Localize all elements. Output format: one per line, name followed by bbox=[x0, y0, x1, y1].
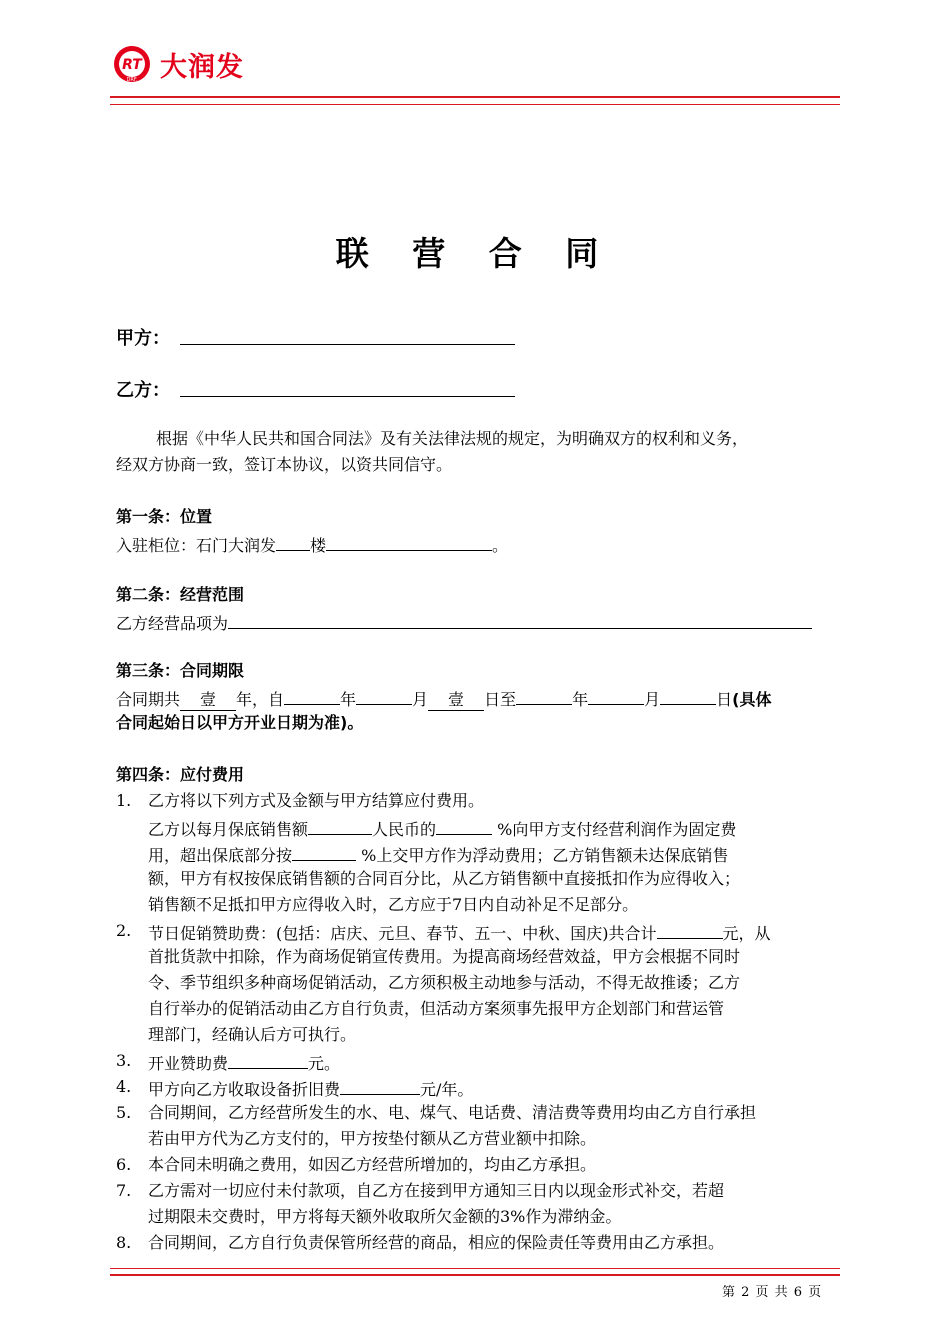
article-1-text-a: 入驻柜位：石门大润发 bbox=[116, 536, 277, 555]
item-4-line bbox=[148, 1074, 838, 1103]
article-1-text-c: 。 bbox=[492, 536, 509, 555]
opening-fee-blank bbox=[228, 1048, 308, 1069]
min-sales-blank bbox=[308, 814, 372, 835]
end-month-blank bbox=[588, 684, 644, 705]
holiday-fee-blank bbox=[657, 918, 723, 939]
article-1-heading: 第一条：位置 bbox=[116, 507, 213, 526]
floor-blank bbox=[276, 530, 310, 551]
item-3-line bbox=[148, 1048, 838, 1077]
term-note-a: (具体 bbox=[732, 690, 772, 709]
footer-rule-bottom bbox=[110, 1274, 840, 1276]
item-3-number: 3. bbox=[116, 1051, 132, 1070]
start-month-blank bbox=[356, 684, 412, 705]
page-number: 第 2 页 共 6 页 bbox=[722, 1285, 823, 1300]
depreciation-fee-blank bbox=[340, 1074, 420, 1095]
item-1-line-2b: 人民币的 bbox=[372, 820, 437, 839]
item-4-number: 4. bbox=[116, 1077, 132, 1096]
term-month-2: 月 bbox=[644, 690, 661, 709]
item-1-line-2a: 乙方以每月保底销售额 bbox=[148, 820, 309, 839]
item-2-number: 2. bbox=[116, 921, 132, 940]
item-2-line-4: 自行举办的促销活动由乙方自行负责，但活动方案须事先报甲方企划部门和营运管 bbox=[148, 999, 725, 1018]
article-2-heading: 第二条：经营范围 bbox=[116, 585, 245, 604]
item-8-line-1: 合同期间，乙方自行负责保管所经营的商品，相应的保险责任等费用由乙方承担。 bbox=[148, 1233, 725, 1252]
item-1-line-4: 额，甲方有权按保底销售额的合同百分比，从乙方销售额中直接抵扣作为应得收入； bbox=[148, 869, 741, 888]
item-1-line-3b: %上交甲方作为浮动费用；乙方销售额未达保底销售 bbox=[361, 846, 729, 865]
article-3-body bbox=[116, 684, 836, 713]
party-a-label: 甲方： bbox=[116, 328, 170, 349]
article-2-body bbox=[116, 608, 836, 637]
end-day-blank bbox=[660, 684, 716, 705]
start-year-blank bbox=[284, 684, 340, 705]
item-1-line-3 bbox=[148, 840, 838, 869]
category-blank bbox=[228, 608, 812, 629]
logo-mark-letters: RT bbox=[122, 57, 142, 73]
article-1-text-b: 楼 bbox=[310, 536, 327, 555]
item-1-line-2 bbox=[148, 814, 838, 843]
item-2-line-1b: 元，从 bbox=[722, 924, 771, 943]
term-year-2: 年 bbox=[572, 690, 589, 709]
item-7-line-2: 过期限未交费时，甲方将每天额外收取所欠金额的3%作为滞纳金。 bbox=[148, 1207, 622, 1226]
term-day-1: 日至 bbox=[484, 690, 517, 709]
term-years-value: 壹 bbox=[180, 690, 236, 711]
item-2-line-2: 首批货款中扣除，作为商场促销宣传费用。为提高商场经营效益，甲方会根据不同时 bbox=[148, 947, 741, 966]
item-3-text-b: 元。 bbox=[308, 1054, 341, 1073]
logo-mark-sub: DRF. bbox=[126, 77, 138, 83]
term-text-1: 合同期共 bbox=[116, 690, 181, 709]
item-1-line-3a: 用，超出保底部分按 bbox=[148, 846, 293, 865]
item-4-text-b: 元/年。 bbox=[420, 1080, 474, 1099]
item-2-line-1 bbox=[148, 918, 838, 947]
item-3-text-a: 开业赞助费 bbox=[148, 1054, 229, 1073]
party-b-blank bbox=[180, 396, 515, 397]
term-day-2: 日 bbox=[716, 690, 733, 709]
item-2-line-5: 理部门，经确认后方可执行。 bbox=[148, 1025, 357, 1044]
item-2-line-3: 令、季节组织多种商场促销活动，乙方须积极主动地参与活动，不得无故推诿；乙方 bbox=[148, 973, 741, 992]
item-4-text-a: 甲方向乙方收取设备折旧费 bbox=[148, 1080, 341, 1099]
article-1-body bbox=[116, 530, 836, 559]
item-5-line-2: 若由甲方代为乙方支付的，甲方按垫付额从乙方营业额中扣除。 bbox=[148, 1129, 597, 1148]
item-1-number: 1. bbox=[116, 791, 132, 810]
item-6-number: 6. bbox=[116, 1155, 132, 1174]
preamble-line-2: 经双方协商一致，签订本协议，以资共同信守。 bbox=[116, 455, 453, 474]
item-7-number: 7. bbox=[116, 1181, 132, 1200]
preamble-line-1: 根据《中华人民共和国合同法》及有关法律法规的规定，为明确双方的权利和义务， bbox=[156, 429, 749, 448]
term-note-b: 合同起始日以甲方开业日期为准)。 bbox=[116, 713, 364, 732]
term-text-2: 年，自 bbox=[236, 690, 285, 709]
article-3-heading: 第三条：合同期限 bbox=[116, 661, 245, 680]
item-5-line-1: 合同期间，乙方经营所发生的水、电、煤气、电话费、清洁费等费用均由乙方自行承担 bbox=[148, 1103, 757, 1122]
start-day-value: 壹 bbox=[428, 690, 484, 711]
item-7-line-1: 乙方需对一切应付未付款项，自乙方在接到甲方通知三日内以现金形式补交，若超 bbox=[148, 1181, 725, 1200]
item-1-line-1: 乙方将以下列方式及金额与甲方结算应付费用。 bbox=[148, 791, 485, 810]
item-8-number: 8. bbox=[116, 1233, 132, 1252]
item-1-line-2c: %向甲方支付经营利润作为固定费 bbox=[497, 820, 737, 839]
item-6-line-1: 本合同未明确之费用，如因乙方经营所增加的，均由乙方承担。 bbox=[148, 1155, 597, 1174]
article-2-text: 乙方经营品项为 bbox=[116, 614, 229, 633]
floating-rate-blank bbox=[292, 840, 356, 861]
document-title: 联 营 合 同 bbox=[335, 234, 615, 273]
header-rule-top bbox=[110, 96, 840, 98]
item-2-line-1a: 节日促销赞助费：(包括：店庆、元旦、春节、五一、中秋、国庆)共合计 bbox=[148, 924, 657, 943]
item-1-line-5: 销售额不足抵扣甲方应得收入时，乙方应于7日内自动补足不足部分。 bbox=[148, 895, 639, 914]
brand-logo bbox=[112, 44, 244, 84]
item-5-number: 5. bbox=[116, 1103, 132, 1122]
logo-text: 大润发 bbox=[160, 51, 244, 83]
term-year-1: 年 bbox=[340, 690, 357, 709]
fixed-rate-blank bbox=[436, 814, 492, 835]
end-year-blank bbox=[516, 684, 572, 705]
header-rule-bottom bbox=[110, 104, 840, 105]
logo-mark-icon bbox=[112, 44, 152, 84]
party-b-label: 乙方： bbox=[116, 380, 170, 401]
term-month-1: 月 bbox=[412, 690, 429, 709]
footer-rule-top bbox=[110, 1268, 840, 1269]
counter-blank bbox=[326, 530, 492, 551]
party-a-blank bbox=[180, 344, 515, 345]
article-4-heading: 第四条：应付费用 bbox=[116, 765, 245, 784]
